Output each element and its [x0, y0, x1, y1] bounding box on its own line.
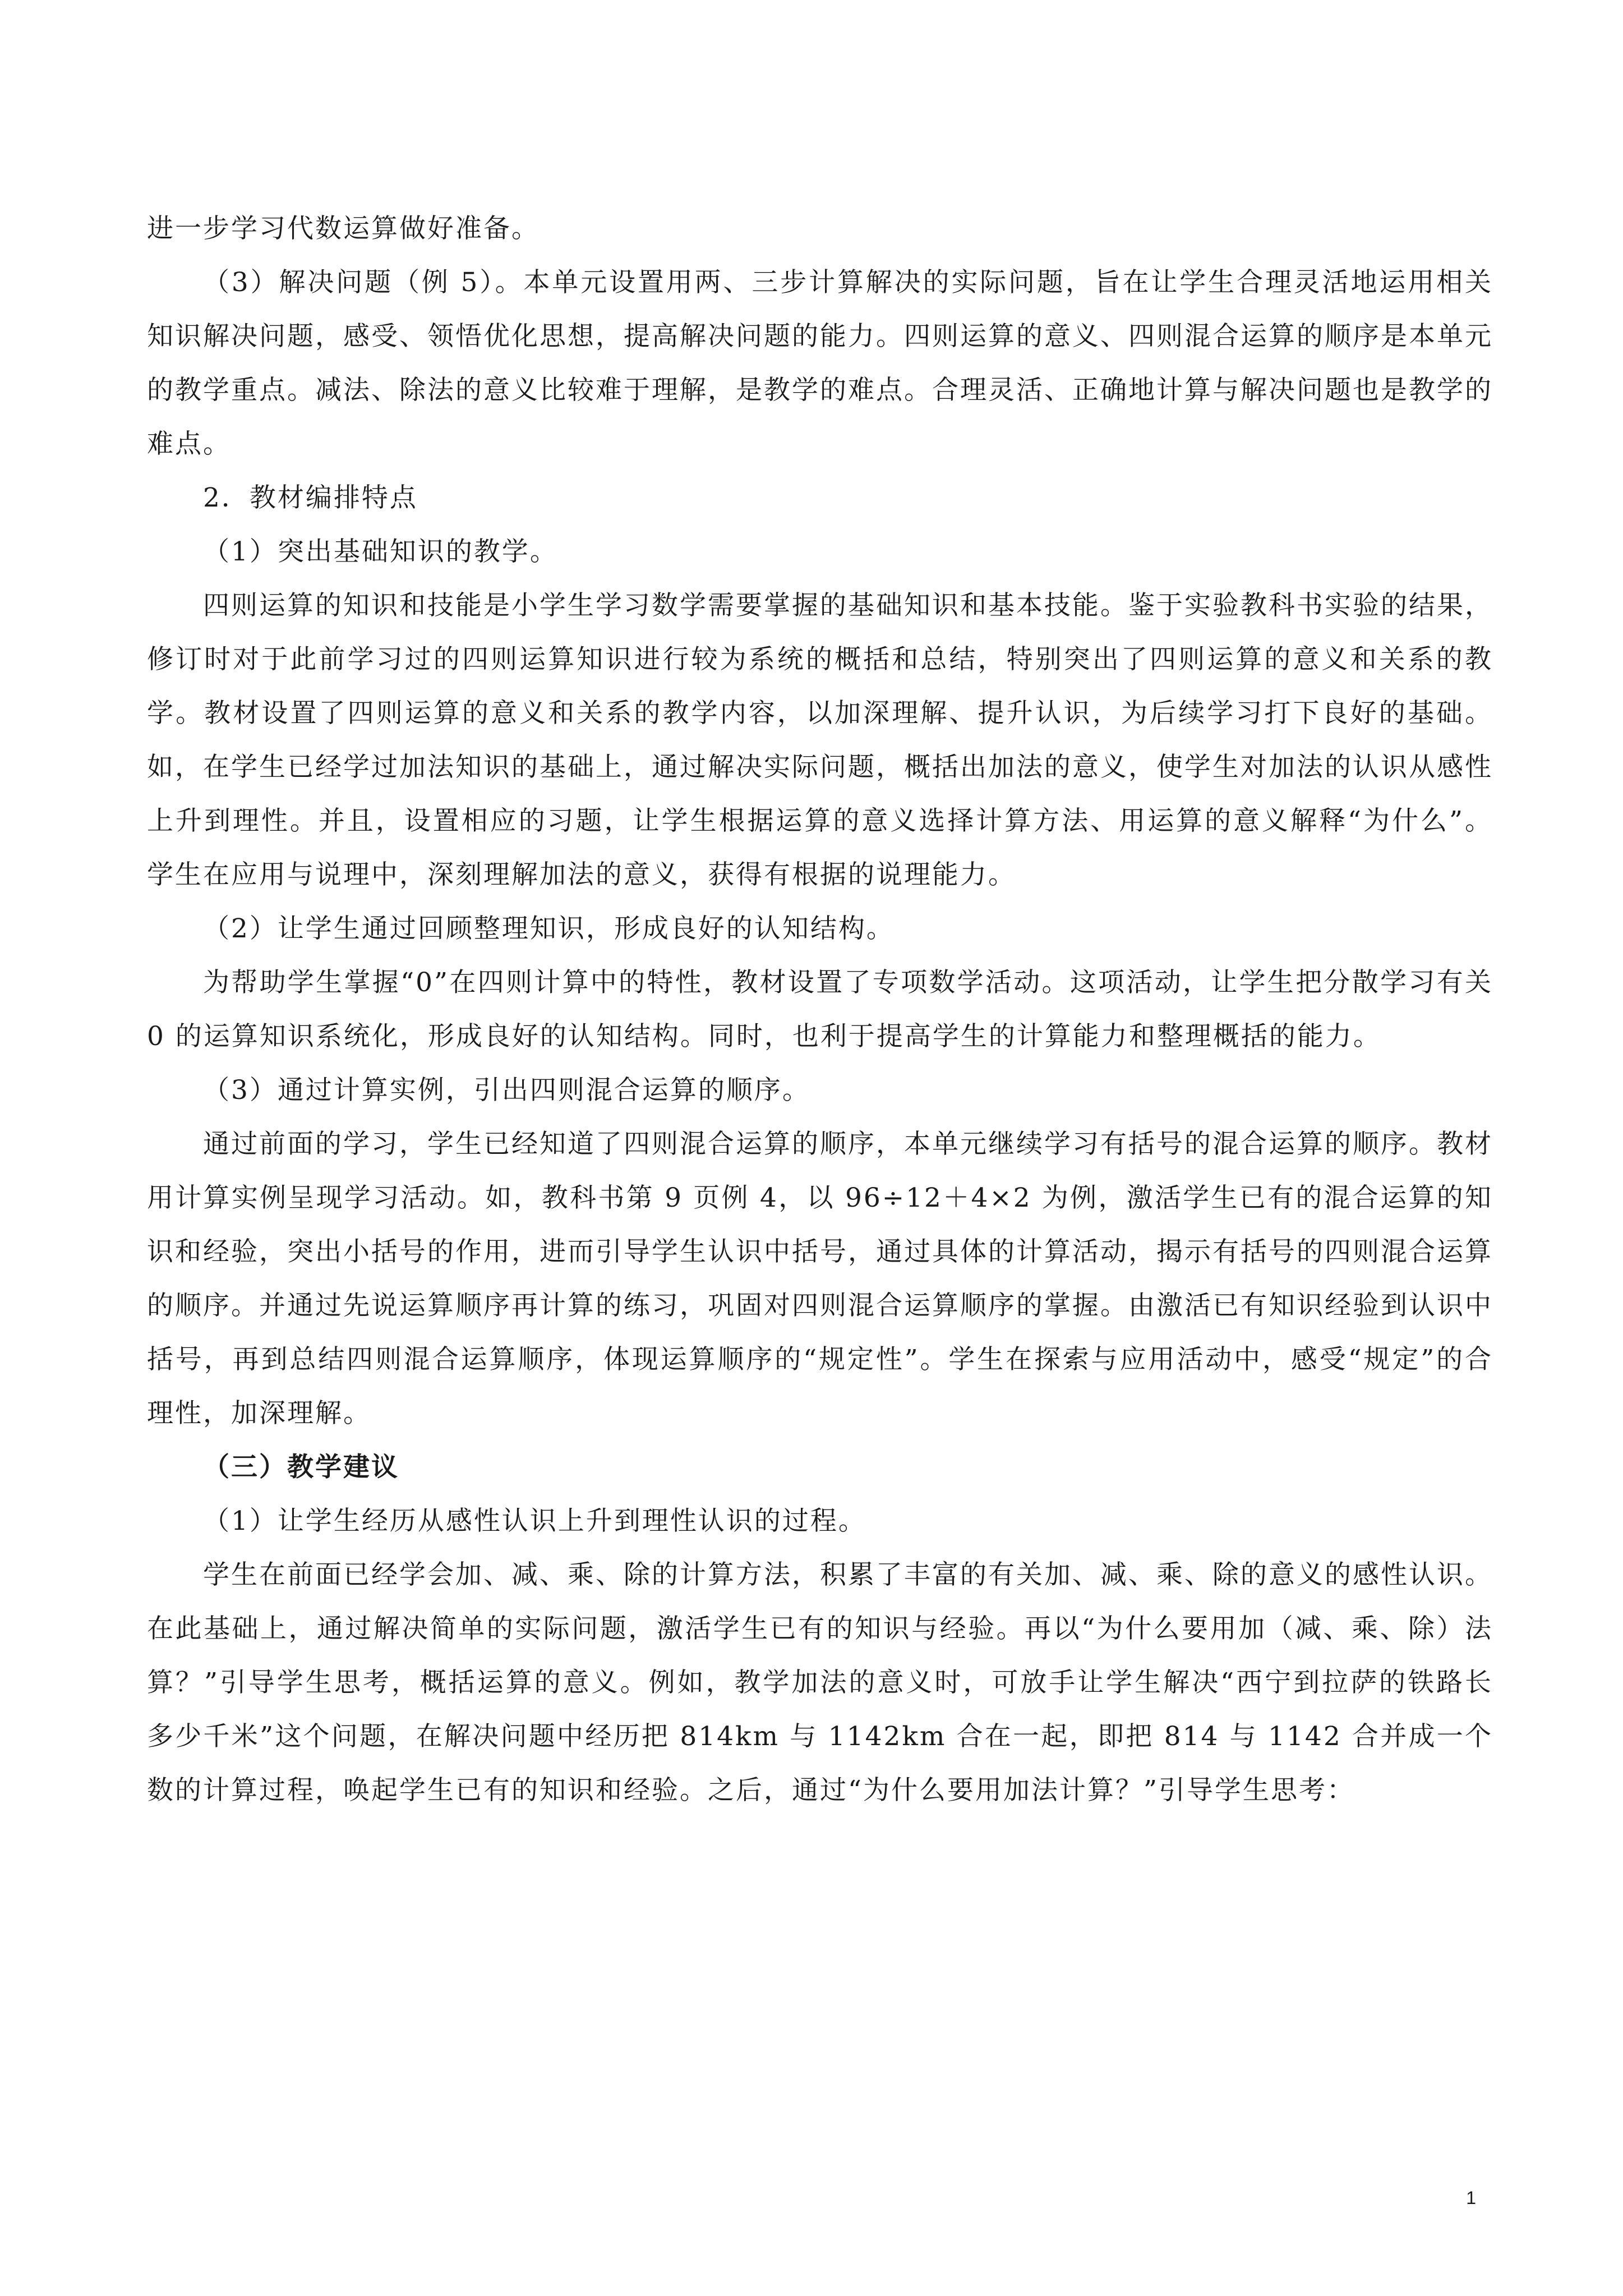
section-heading-bold: （三）教学建议 — [203, 1452, 399, 1483]
page-number: 1 — [1466, 2188, 1476, 2208]
paragraph: 为帮助学生掌握“0”在四则计算中的特性，教材设置了专项数学活动。这项活动，让学生把分散学习有关 0 的运算知识系统化，形成良好的认知结构。同时，也利于提高学生的计算能力和整理概括的能力。 — [147, 967, 1493, 1052]
paragraph: 学生在前面已经学会加、减、乘、除的计算方法，积累了丰富的有关加、减、乘、除的意义的感性认识。在此基础上，通过解决简单的实际问题，激活学生已有的知识与经验。再以“为什么要用加（减、乘、除）法算？”引导学生思考，概括运算的意义。例如，教学加法的意义时，可放手让学生解决“西宁到拉萨的铁路长多少千米”这个问题，在解决问题中经历把 814km 与 1142km 合在一起，即把 814 与 1142 合并成一个数的计算过程，唤起学生已有的知识和经验。之后，通过“为什么要用加法计算？”引导学生思考： — [147, 1559, 1493, 1806]
paragraph: 四则运算的知识和技能是小学生学习数学需要掌握的基础知识和基本技能。鉴于实验教科书实验的结果，修订时对于此前学习过的四则运算知识进行较为系统的概括和总结，特别突出了四则运算的意义和关系的教学。教材设置了四则运算的意义和关系的教学内容，以加深理解、提升认识，为后续学习打下良好的基础。如，在学生已经学过加法知识的基础上，通过解决实际问题，概括出加法的意义，使学生对加法的认识从感性上升到理性。并且，设置相应的习题，让学生根据运算的意义选择计算方法、用运算的意义解释“为什么”。学生在应用与说理中，深刻理解加法的意义，获得有根据的说理能力。 — [147, 590, 1493, 890]
paragraph: 通过前面的学习，学生已经知道了四则混合运算的顺序，本单元继续学习有括号的混合运算的顺序。教材用计算实例呈现学习活动。如，教科书第 9 页例 4，以 96÷12＋4×2 为例，激活学生已有的混合运算的知识和经验，突出小括号的作用，进而引导学生认识中括号，通过具体的计算活动，揭示有括号的四则混合运算的顺序。并通过先说运算顺序再计算的练习，巩固对四则混合运算顺序的掌握。由激活已有知识经验到认识中括号，再到总结四则混合运算顺序，体现运算顺序的“规定性”。学生在探索与应用活动中，感受“规定”的合理性，加深理解。 — [147, 1129, 1493, 1429]
subsection-heading: （3）通过计算实例，引出四则混合运算的顺序。 — [203, 1075, 810, 1106]
paragraph: （3）解决问题（例 5）。本单元设置用两、三步计算解决的实际问题，旨在让学生合理灵活地运用相关知识解决问题，感受、领悟优化思想，提高解决问题的能力。四则运算的意义、四则混合运算的顺序是本单元的教学重点。减法、除法的意义比较难于理解，是教学的难点。合理灵活、正确地计算与解决问题也是教学的难点。 — [147, 267, 1493, 459]
paragraph: 进一步学习代数运算做好准备。 — [147, 213, 540, 244]
subsection-heading: （2）让学生通过回顾整理知识，形成良好的认知结构。 — [203, 913, 895, 944]
subsection-heading: （1）突出基础知识的教学。 — [203, 536, 558, 567]
subsection-heading: （1）让学生经历从感性认识上升到理性认识的过程。 — [203, 1506, 866, 1536]
document-body — [147, 202, 1493, 1818]
section-heading: 2．教材编排特点 — [203, 482, 418, 513]
